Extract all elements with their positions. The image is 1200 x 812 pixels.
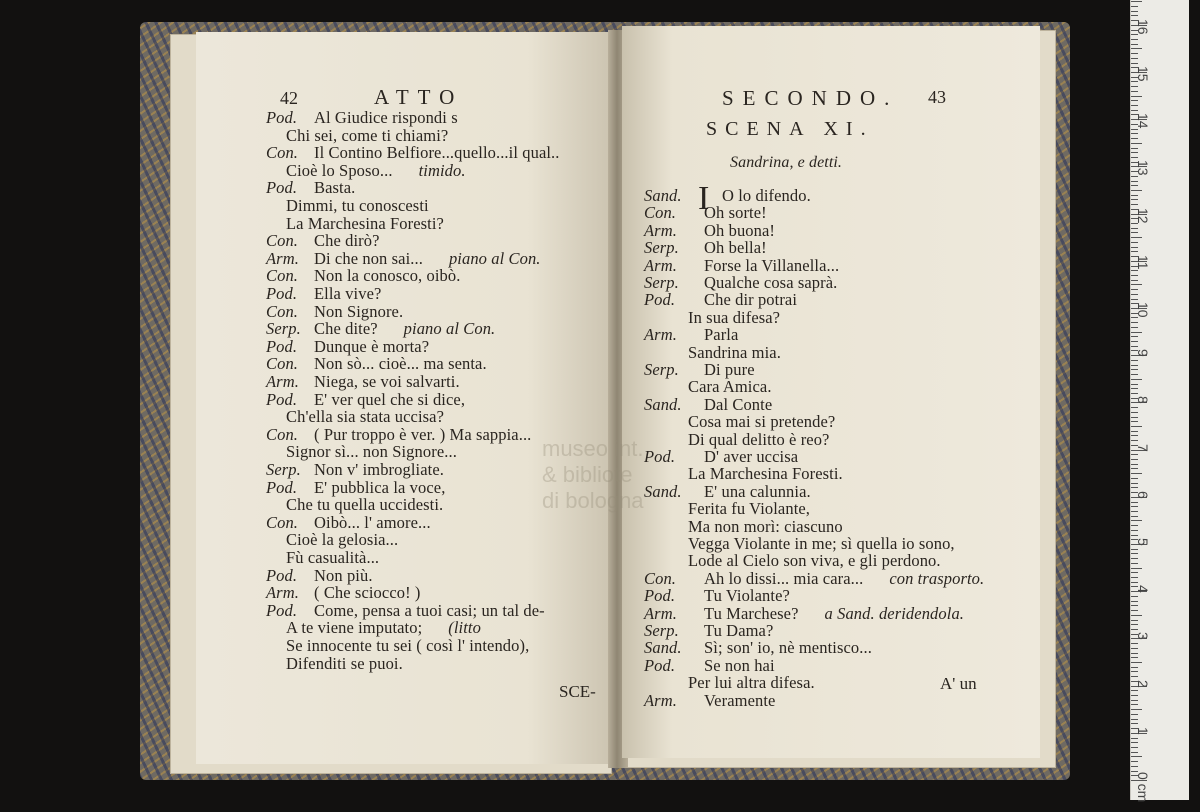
speaker-label: Serp. [266,319,301,339]
line-text: Chi sei, come ti chiami? [286,125,449,145]
speaker-label: Arm. [644,690,677,710]
line-text: Ma non morì: ciascuno [688,516,843,536]
speaker-label: Arm. [266,583,299,603]
speaker-label: Con. [644,568,677,588]
watermark-line-2: & bibliote [542,462,633,487]
stage-direction: piano al Con. [403,319,496,339]
ruler-tick [1131,251,1138,252]
left-page [196,32,611,764]
speaker-label: Sand. [644,394,682,414]
line-text: A te viene imputato; [286,618,423,638]
speaker-label: Con. [266,301,299,321]
speaker-label: Sand. [644,481,682,501]
line-text: Vegga Violante in me; sì quella io sono, [688,534,955,553]
line-text: Oibò... l' amore... [314,512,431,532]
speaker-label: Serp. [266,460,301,479]
line-text: ( Che sciocco! ) [314,583,421,603]
line-text: Qualche cosa saprà. [704,273,838,292]
measurement-ruler [1130,0,1189,803]
line-text: E' ver quel che si dice, [314,389,466,409]
speaker-label: Con. [266,424,299,444]
line-text: Non la conosco, oibò. [314,266,461,286]
ruler-cm-label: 11 [1135,254,1151,270]
line-text: Signor sì... non Signore... [286,442,457,462]
speaker-label: Con. [266,143,299,163]
line-text: Che tu quella uccidesti. [286,495,444,515]
ruler-cm-label: 10 [1135,302,1151,318]
stage-direction: piano al Con. [448,248,541,268]
line-text: Se innocente tu sei ( così l' intendo), [286,636,530,655]
speaker-label: Pod. [644,447,676,466]
line-text: Di pure [704,360,755,379]
drop-capital: I [698,180,710,217]
scene-stage-direction: Sandrina, e detti. [730,154,843,171]
line-text: Di qual delitto è reo? [688,429,830,449]
right-page-number: 43 [928,87,946,107]
line-text: Ferita fu Violante, [688,499,811,519]
speaker-label: Serp. [644,273,679,292]
line-text: Parla [704,325,739,345]
text-line [644,691,775,711]
line-text: Non sò... cioè... ma senta. [314,354,487,374]
speaker-label: Pod. [266,336,298,356]
line-text: Cioè lo Sposo... [286,160,393,180]
stage-direction: con trasporto. [889,568,985,588]
ruler-cm-label: 1 [1135,726,1151,735]
speaker-label: Pod. [266,389,298,409]
ruler-tick [1131,676,1138,677]
speaker-label: Arm. [644,220,677,240]
speaker-label: Pod. [266,108,298,127]
speaker-label: Arm. [266,372,299,391]
line-text: Sì; son' io, nè mentisco... [704,638,872,658]
speaker-label: Con. [266,266,299,286]
line-text: Lode al Cielo son viva, e gli perdono. [688,551,941,571]
ruler-cm-label: 6 [1135,490,1151,499]
speaker-label: Pod. [266,284,298,303]
speaker-label: Sand. [644,638,682,658]
ruler-tick [1131,346,1138,347]
ruler-cm-label: 4 [1135,585,1151,593]
ruler-tick [1131,535,1138,536]
left-page-number: 42 [280,88,298,108]
ruler-tick [1131,723,1138,724]
line-text: Ch'ella sia stata uccisa? [286,407,445,427]
line-text: Basta. [314,178,356,198]
speaker-label: Serp. [644,360,679,379]
ruler-tick [1131,204,1138,205]
ruler-tick [1131,629,1138,630]
speaker-label: Con. [644,203,677,223]
line-text: Fù casualità... [286,548,380,567]
line-text: Al Giudice rispondi s [314,108,458,127]
speaker-label: Pod. [266,565,298,585]
speaker-label: Con. [266,231,299,251]
speaker-label: Pod. [266,600,298,620]
right-running-head: SECONDO. [722,86,899,110]
line-text: Non Signore. [314,301,404,321]
speaker-label: Sand. [644,186,682,205]
stage-direction: timido. [418,160,466,180]
speaker-label: Arm. [644,255,677,275]
line-text: Oh sorte! [704,203,767,223]
ruler-cm-label: 8 [1135,396,1151,405]
line-text: Che dir potrai [704,290,798,310]
line-text: Dunque è morta? [314,336,430,356]
line-text: Ella vive? [314,284,382,303]
ruler-tick [1131,487,1138,488]
text-line [286,654,403,674]
ruler-tick [1131,15,1138,16]
line-text: Non v' imbrogliate. [314,460,444,479]
speaker-label: Con. [266,354,299,374]
line-text: O lo difendo. [722,186,811,205]
ruler-tick [1131,6,1138,7]
line-text: E' pubblica la voce, [314,477,446,497]
line-text: Di che non sai... [314,248,423,268]
speaker-label: Pod. [644,655,676,675]
line-text: Ah lo dissi... mia cara... [704,568,864,588]
stage-direction: a Sand. deridendola. [824,603,965,623]
left-running-head: ATTO [374,85,464,109]
line-text: Come, pensa a tuoi casi; un tal de- [314,600,545,620]
speaker-label: Pod. [644,290,676,310]
line-text: La Marchesina Foresti. [688,464,843,484]
speaker-label: Pod. [266,178,298,198]
ruler-cm-label: 13 [1135,160,1151,176]
ruler-tick [1131,582,1138,583]
ruler-cm-label: 15 [1135,66,1151,82]
line-text: Dimmi, tu conoscesti [286,196,429,215]
ruler-cm-label: 5 [1135,538,1151,546]
scene-title: SCENA XI. [706,118,874,140]
ruler-tick [1131,440,1138,441]
speaker-label: Arm. [644,325,677,345]
ruler-tick [1131,1,1142,2]
line-text: Difenditi se puoi. [286,653,403,673]
line-text: Tu Violante? [704,586,790,606]
ruler-start-label: 0 cm [1135,772,1151,803]
line-text: Cosa mai si pretende? [688,412,836,432]
line-text: Tu Dama? [704,621,774,640]
ruler-tick [1131,63,1138,64]
line-text: D' aver uccisa [704,447,799,466]
speaker-label: Con. [266,512,299,532]
ruler-tick [1131,110,1138,111]
line-text: Che dirò? [314,231,380,251]
left-catchword: SCE- [559,682,596,701]
stage-direction: (litto [448,618,481,638]
watermark-line-1: museo int. [542,436,644,461]
speaker-label: Pod. [266,477,298,497]
right-catchword: A' un [940,674,977,693]
line-text: ( Pur troppo è ver. ) Ma sappia... [314,424,532,444]
speaker-label: Arm. [266,248,299,268]
line-text: Niega, se voi salvarti. [314,372,460,391]
ruler-tick [1131,157,1138,158]
line-text: Oh bella! [704,238,767,258]
line-text: Cara Amica. [688,377,772,397]
ruler-tick [1131,299,1138,300]
line-text: Sandrina mia. [688,342,781,362]
ruler-cm-label: 14 [1135,113,1151,129]
ruler-tick [1131,393,1138,394]
line-text: Oh buona! [704,220,776,240]
line-text: Tu Marchese? [704,603,799,623]
line-text: E' una calunnia. [704,481,811,501]
speaker-label: Arm. [644,603,677,623]
right-page [542,26,1040,758]
ruler-cm-label: 3 [1135,632,1151,641]
ruler-cm-label: 16 [1135,18,1151,35]
ruler-tick [1131,11,1138,12]
ruler-cm-label: 9 [1135,349,1151,357]
ruler-cm-label: 2 [1135,679,1151,688]
ruler-cm-label: 7 [1135,443,1151,452]
line-text: Forse la Villanella... [704,255,840,275]
line-text: Non più. [314,565,373,585]
line-text: Dal Conte [704,394,773,414]
line-text: Per lui altra difesa. [688,673,815,693]
watermark-line-3: di bologna [542,488,644,513]
speaker-label: Serp. [644,238,679,258]
line-text: Se non hai [704,655,775,675]
line-text: In sua difesa? [688,307,781,327]
line-text: Che dite? [314,319,378,339]
speaker-label: Serp. [644,621,679,640]
line-text: La Marchesina Foresti? [286,213,444,233]
line-text: Veramente [704,690,776,710]
line-text: Cioè la gelosia... [286,530,399,550]
line-text: Il Contino Belfiore...quello...il qual.. [314,143,560,163]
speaker-label: Pod. [644,586,676,606]
ruler-cm-label: 12 [1135,207,1151,224]
